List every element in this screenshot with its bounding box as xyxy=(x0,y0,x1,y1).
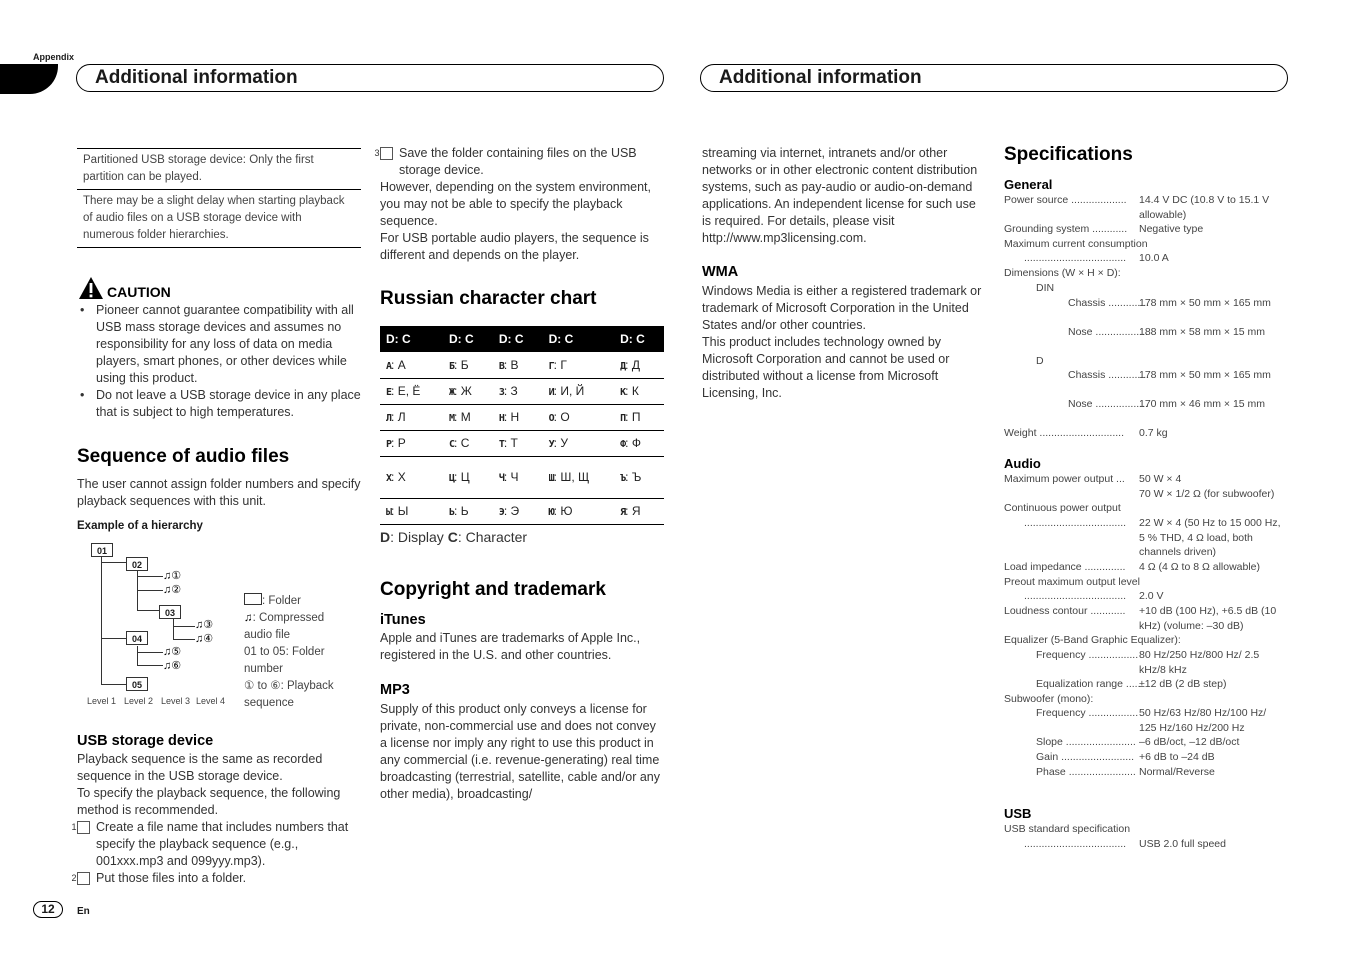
russian-cell xyxy=(543,498,614,524)
display-glyph: Б xyxy=(449,360,455,372)
caution-item: • Pioneer cannot guarantee compatibility with all USB mass storage devices and assumes no responsibility for any loss of data on media players, smart phones, or other devices while using this product. xyxy=(96,302,364,387)
music-note-icon: ♫① xyxy=(163,570,182,582)
hierarchy-legend: : Folder ♫: Compressed audio file 01 to 05: Folder number ① to ⑥: Playback sequence xyxy=(244,595,334,709)
display-glyph: Х xyxy=(386,473,392,484)
russian-cell xyxy=(543,352,614,378)
russian-cell xyxy=(443,430,493,456)
character-label: : О xyxy=(553,410,570,424)
russian-cell xyxy=(614,498,664,524)
usb-device-cont: 3 Save the folder containing files on the USB storage device. However, depending on the system environment, you may not be able to specify the playback sequence. For USB portable audio players, the sequence is different and depends on the player. xyxy=(380,145,666,264)
wma-title: WMA xyxy=(702,264,739,280)
russian-cell xyxy=(380,498,443,524)
usb-device-title: USB storage device xyxy=(77,733,214,749)
character-label: : А xyxy=(391,357,406,372)
display-glyph: С xyxy=(449,439,455,450)
example-title: Example of a hierarchy xyxy=(77,520,203,532)
page-number: 12 xyxy=(33,901,63,918)
music-note-icon: ♫③ xyxy=(195,619,214,631)
note-partition: Partitioned USB storage device: Only the first partition can be played. xyxy=(83,154,314,183)
russian-cell xyxy=(380,352,443,378)
specs-title: Specifications xyxy=(1004,144,1133,165)
russian-header-cell: D: C xyxy=(614,326,664,352)
music-note-icon: ♫④ xyxy=(195,633,214,645)
folder-icon xyxy=(244,593,262,605)
caution-item: • Do not leave a USB storage device in any place that is subject to high temperatures. xyxy=(96,387,364,421)
character-label: : П xyxy=(625,410,641,424)
character-label: : Ж xyxy=(454,384,472,398)
character-label: : Ч xyxy=(503,470,519,484)
russian-cell xyxy=(443,498,493,524)
step-item: 3 Save the folder containing files on the USB storage device. xyxy=(374,146,637,177)
russian-cell xyxy=(493,378,543,404)
russian-cell xyxy=(543,404,614,430)
russian-header-cell: D: C xyxy=(443,326,493,352)
russian-cell xyxy=(380,404,443,430)
russian-header-cell: D: C xyxy=(493,326,543,352)
mp3-text: Supply of this product only conveys a license for private, non-commercial use and does not convey a license nor imply any right to use this product in any commercial (i.e. revenue-generating) real time broadcasting (terrestrial, satellite, cable and/or any other media), broadcasting/ xyxy=(380,702,661,801)
display-glyph: Т xyxy=(498,439,504,450)
russian-cell xyxy=(443,404,493,430)
character-label: : Ы xyxy=(391,504,409,518)
russian-cell xyxy=(380,378,443,404)
step-item: 2 Put those files into a folder. xyxy=(71,871,247,885)
russian-header-cell: D: C xyxy=(543,326,614,352)
folder-icon: 02 xyxy=(126,557,148,571)
russian-cell xyxy=(493,404,543,430)
russian-cell xyxy=(493,456,543,498)
music-note-icon: ♫⑥ xyxy=(163,660,182,672)
russian-cell xyxy=(493,498,543,524)
display-glyph: Ч xyxy=(498,473,504,484)
character-label: : Ц xyxy=(454,470,470,484)
character-label: : В xyxy=(503,357,519,372)
caution-list xyxy=(78,302,364,421)
russian-chart xyxy=(380,326,664,525)
note-delay: There may be a slight delay when starting playback of audio files on a USB storage device with numerous folder hierarchies. xyxy=(77,189,361,247)
language-label: En xyxy=(77,906,90,917)
wma-body: Windows Media is either a registered trademark or trademark of Microsoft Corporation in the United States and/or other countries. This product includes technology owned by Microsoft Corporation and cannot be used or distributed without a license from Microsoft Licensing, Inc. xyxy=(702,284,982,400)
specs-list: General Power source ................... 14.4 V DC (10.8 V to 15.1 V allowable) Grounding system ............ Negative type Maximum current consumption ................................... 10.0 A Dimensions (W × H × D): DIN Chassis .............. 178 mm × 50 mm × 165 mm Nose .................. 188 mm × 58 mm × 15 mm D Chassis .............. 178 mm × 50 mm × 165 mm Nose .................. 170 mm × 46 mm × 15 mm Weight ............................. 0.7 kg Audio Maximum power output ... 50 W × 4 70 W × 1/2 Ω (for subwoofer) Continuous power output ................................... 22 W × 4 (50 Hz to 15 000 Hz, 5 % THD, 4 Ω load, both channels driven) Load impedance .............. 4 Ω (4 Ω to 8 Ω allowable) Preout maximum output level ................................... 2.0 V Loudness contour ............ +10 dB (100 Hz), +6.5 dB (10 kHz) (volume: –30 dB) Equalizer (5-Band Graphic Equalizer): Frequency ................. 80 Hz/250 Hz/800 Hz/ 2.5 kHz/8 kHz Equalization range ..... ±12 dB (2 dB step) Subwoofer (mono): Frequency ................. 50 Hz/63 Hz/80 Hz/100 Hz/ 125 Hz/160 Hz/200 Hz Slope ........................ –6 dB/oct, –12 dB/oct Gain ......................... +6 dB to –24 dB Phase ....................... Normal/Reverse USB USB standard specification ................................... USB 2.0 full speed xyxy=(1004,176,1294,852)
russian-cell xyxy=(443,456,493,498)
mp3-title: MP3 xyxy=(380,682,410,698)
level-label: Level 3 xyxy=(161,696,191,706)
russian-cell xyxy=(614,378,664,404)
folder-icon: 05 xyxy=(126,677,148,691)
character-label: : Ъ xyxy=(625,470,642,484)
sequence-title: Sequence of audio files xyxy=(77,446,290,467)
mp3-text-cont: streaming via internet, intranets and/or other networks or in other electronic content distribution systems, such as pay-audio or audio-on-demand applications. An independent license for such use is required. For details, please visit http://www.mp3licensing.com. xyxy=(702,146,978,245)
russian-cell xyxy=(614,430,664,456)
display-glyph: Ж xyxy=(449,387,455,398)
russian-cell xyxy=(614,404,664,430)
character-label: : Г xyxy=(553,357,567,372)
left-banner: Additional information xyxy=(76,64,664,92)
display-glyph: Р xyxy=(386,439,392,450)
character-label: : Ь xyxy=(454,504,469,518)
notes-box xyxy=(77,148,361,248)
usb-spec-title: USB xyxy=(1004,806,1032,822)
character-label: : Е, Ё xyxy=(391,384,421,398)
music-note-icon: ♫⑤ xyxy=(163,646,182,658)
folder-icon: 04 xyxy=(126,631,148,645)
character-label: : Ю xyxy=(553,504,573,518)
display-glyph: П xyxy=(620,413,626,424)
section-label: Appendix xyxy=(33,52,75,62)
character-label: : Б xyxy=(454,357,469,372)
itunes-title: iTunes xyxy=(380,612,426,628)
character-label: : К xyxy=(625,384,639,398)
russian-row xyxy=(380,430,664,456)
display-glyph: У xyxy=(548,439,554,450)
russian-row xyxy=(380,352,664,378)
display-glyph: Ц xyxy=(449,473,455,484)
sequence-intro: The user cannot assign folder numbers and specify playback sequences with this unit. xyxy=(77,477,361,508)
russian-row xyxy=(380,498,664,524)
russian-cell xyxy=(443,378,493,404)
character-label: : Т xyxy=(503,436,518,450)
russian-cell xyxy=(543,430,614,456)
character-label: : М xyxy=(454,410,471,424)
russian-cell xyxy=(543,378,614,404)
music-note-icon: ♫② xyxy=(163,584,182,596)
character-label: : Л xyxy=(391,410,406,424)
display-glyph: Н xyxy=(498,413,504,424)
folder-icon: 01 xyxy=(91,543,113,557)
display-glyph: A xyxy=(386,360,392,372)
character-label: : С xyxy=(454,436,470,450)
character-label: : И, Й xyxy=(553,384,585,398)
level-label: Level 4 xyxy=(196,696,226,706)
display-glyph: О xyxy=(548,413,554,424)
display-glyph: Е xyxy=(386,387,392,398)
russian-title: Russian character chart xyxy=(380,288,597,309)
character-label: : Ф xyxy=(625,436,641,450)
russian-cell xyxy=(614,352,664,378)
russian-row xyxy=(380,456,664,498)
display-glyph: К xyxy=(620,387,626,398)
display-glyph: Г xyxy=(548,360,554,372)
right-banner: Additional information xyxy=(700,64,1288,92)
display-glyph: Э xyxy=(498,507,504,518)
character-label: : З xyxy=(503,384,518,398)
russian-row xyxy=(380,404,664,430)
copyright-title: Copyright and trademark xyxy=(380,579,606,600)
display-glyph: Л xyxy=(386,413,392,424)
usb-device-body: Playback sequence is the same as recorded sequence in the USB storage device. To specify the playback sequence, the following method is recommended. 1 Create a file name that includes numbers that specify the playback sequence (e.g., 001xxx.mp3 and 099yyy.mp3). 2 Put those files into a folder. xyxy=(77,751,363,887)
russian-cell xyxy=(493,352,543,378)
caution-title: CAUTION xyxy=(107,284,171,300)
display-glyph: Ю xyxy=(548,507,554,518)
caution-icon xyxy=(78,276,104,305)
character-label: : Р xyxy=(391,436,406,450)
russian-cell xyxy=(543,456,614,498)
step-item: 1 Create a file name that includes numbers that specify the playback sequence (e.g., 001xxx.mp3 and 099yyy.mp3). xyxy=(71,820,349,868)
display-glyph: М xyxy=(449,413,455,424)
display-glyph: Ь xyxy=(449,507,455,518)
display-glyph: И xyxy=(548,387,554,398)
display-glyph: Ф xyxy=(620,439,626,450)
display-glyph: З xyxy=(498,387,504,398)
display-glyph: Д xyxy=(620,360,626,372)
display-glyph: Ъ xyxy=(620,473,626,484)
character-label: : Я xyxy=(625,504,641,518)
display-glyph: Ш xyxy=(548,473,554,484)
character-label: : Х xyxy=(391,470,406,484)
general-title: General xyxy=(1004,177,1053,192)
character-label: : У xyxy=(553,436,568,450)
display-glyph: В xyxy=(498,360,504,372)
music-note-icon: ♫ xyxy=(244,612,253,624)
russian-row xyxy=(380,378,664,404)
russian-cell xyxy=(614,456,664,498)
folder-icon: 03 xyxy=(159,605,181,619)
level-label: Level 2 xyxy=(124,696,154,706)
character-label: : Н xyxy=(503,410,520,424)
russian-legend: D: Display C: Character xyxy=(380,529,528,545)
russian-cell xyxy=(380,456,443,498)
display-glyph: Ы xyxy=(386,507,392,518)
display-glyph: Я xyxy=(620,507,626,518)
russian-cell xyxy=(493,430,543,456)
level-label: Level 1 xyxy=(87,696,117,706)
character-label: : Д xyxy=(625,357,640,372)
russian-header-cell: D: C xyxy=(380,326,443,352)
hierarchy-diagram xyxy=(77,538,237,708)
audio-title: Audio xyxy=(1004,455,1041,471)
itunes-text: Apple and iTunes are trademarks of Apple Inc., registered in the U.S. and other countries. xyxy=(380,631,641,662)
russian-cell xyxy=(443,352,493,378)
russian-table xyxy=(380,326,664,525)
character-label: : Ш, Щ xyxy=(553,470,590,484)
russian-cell xyxy=(380,430,443,456)
character-label: : Э xyxy=(503,504,520,518)
